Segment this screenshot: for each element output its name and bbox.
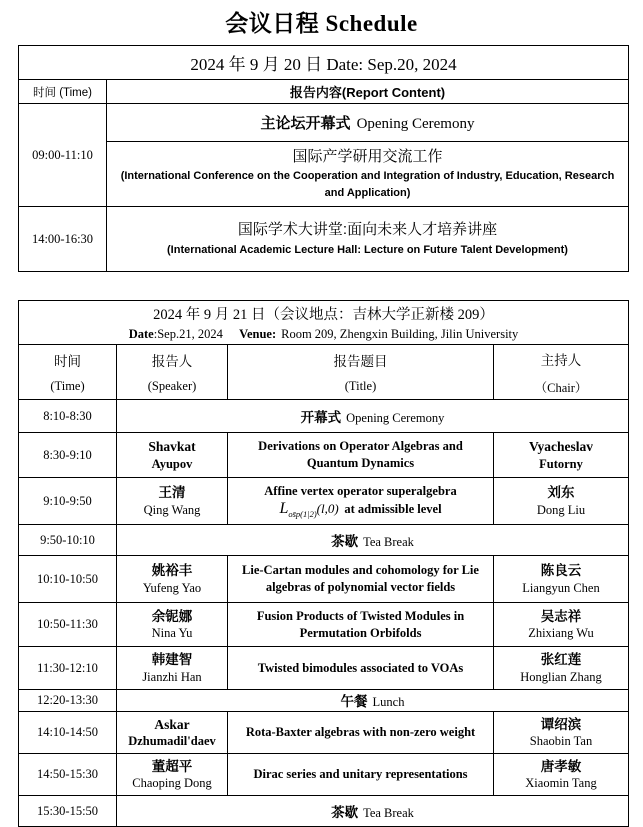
cell-speaker (117, 647, 228, 690)
chair-line1: 谭绍滨 (540, 716, 582, 732)
cell-time: 15:30-15:50 (19, 796, 117, 827)
day1-col-content: 报告内容(Report Content) (107, 80, 629, 104)
cell-talk-title: Derivations on Operator Algebras and Quantum Dynamics (228, 433, 494, 478)
chair-line2: Shaobin Tan (529, 734, 593, 749)
col-chair-zh: 主持人 (540, 352, 582, 368)
chair-line1: 吴志祥 (540, 608, 582, 624)
cell-speaker (117, 754, 228, 796)
cell-span-event (117, 690, 629, 712)
math-L: L (279, 499, 289, 517)
cell-chair (494, 647, 629, 690)
day2-date-header (19, 301, 629, 345)
table-row (19, 796, 629, 827)
cell-time: 12:20-13:30 (19, 690, 117, 712)
event-en: Opening Ceremony (346, 410, 445, 425)
day2-col-speaker (117, 345, 228, 400)
table-row (19, 400, 629, 433)
chair-line1: Vyacheslav (528, 439, 593, 455)
date-value: :Sep.21, 2024 (153, 327, 223, 341)
cell-talk-title: Rota-Baxter algebras with non-zero weight (228, 712, 494, 754)
chair-line1: 唐孝敏 (540, 758, 582, 774)
cell-speaker (117, 556, 228, 603)
cell-time: 8:30-9:10 (19, 433, 117, 478)
schedule-table-day2 (18, 300, 629, 827)
speaker-line1: Shavkat (148, 439, 196, 455)
cell-talk-title (228, 478, 494, 525)
page-title: 会议日程 Schedule (225, 11, 418, 36)
speaker-line2: Jianzhi Han (142, 669, 202, 684)
col-chair-en: （Chair） (534, 380, 588, 395)
talk-title-line1: Affine vertex operator superalgebra (264, 484, 457, 499)
cell-chair (494, 478, 629, 525)
chair-line2: Liangyun Chen (522, 580, 600, 595)
cell-span-event (117, 525, 629, 556)
col-title-en: (Title) (344, 379, 377, 393)
chair-line2: Xiaomin Tang (525, 776, 597, 791)
chair-line1: 刘东 (547, 485, 575, 501)
col-speaker-zh: 报告人 (151, 354, 193, 369)
day1-date-header: 2024 年 9 月 20 日 Date: Sep.20, 2024 (19, 46, 629, 80)
venue-value: Room 209, Zhengxin Building, Jilin University (281, 327, 519, 341)
cell-speaker (117, 712, 228, 754)
talk-title-tail: at admissible level (344, 501, 442, 516)
day2-col-title (228, 345, 494, 400)
event-name-en: (International Conference on the Cooperation and Integration of Industry, Education, Research and Application) (120, 170, 615, 200)
cell-span-event (117, 796, 629, 827)
cell-talk-title: Dirac series and unitary representations (228, 754, 494, 796)
table-row (19, 754, 629, 796)
math-expression (279, 499, 339, 519)
event-name-zh: 主论坛开幕式 (260, 115, 351, 132)
day1-row1-time: 09:00-11:10 (19, 104, 107, 207)
table-row (19, 478, 629, 525)
math-subscript: os̄p(1|2) (288, 508, 317, 519)
table-row (19, 525, 629, 556)
cell-time: 14:10-14:50 (19, 712, 117, 754)
event-en: Lunch (372, 695, 405, 709)
chair-line1: 张红莲 (540, 652, 582, 668)
cell-time: 11:30-12:10 (19, 647, 117, 690)
event-zh: 茶歇 (331, 533, 359, 549)
day2-header-zh: 2024 年 9 月 21 日（会议地点：吉林大学正新楼 209） (153, 307, 494, 323)
table-row (19, 647, 629, 690)
date-label: Date (128, 327, 154, 341)
math-args: (l,0) (316, 500, 339, 516)
table-row (19, 433, 629, 478)
talk-title-formula (231, 500, 490, 519)
day2-col-chair (494, 345, 629, 400)
event-zh: 开幕式 (300, 409, 342, 425)
cell-span-event (117, 400, 629, 433)
cell-chair (494, 754, 629, 796)
col-speaker-en: (Speaker) (147, 379, 197, 393)
cell-chair (494, 433, 629, 478)
speaker-line1: Askar (154, 716, 190, 732)
speaker-line1: 余铌娜 (151, 608, 193, 624)
cell-time: 9:10-9:50 (19, 478, 117, 525)
day2-col-time (19, 345, 117, 400)
venue-label: Venue: (239, 327, 277, 341)
cell-chair (494, 603, 629, 647)
event-zh: 茶歇 (331, 804, 359, 820)
day1-row1b-content (107, 142, 629, 207)
cell-chair (494, 712, 629, 754)
speaker-line1: 姚裕丰 (151, 563, 193, 579)
event-zh: 午餐 (340, 694, 368, 709)
table-row (19, 603, 629, 647)
speaker-line1: 王清 (158, 485, 186, 501)
cell-time: 10:50-11:30 (19, 603, 117, 647)
cell-time: 10:10-10:50 (19, 556, 117, 603)
speaker-line2: Nina Yu (151, 626, 193, 641)
day1-row1a-content (107, 104, 629, 142)
speaker-line2: Ayupov (151, 456, 193, 471)
col-time-zh: 时间 (54, 354, 81, 369)
table-row (19, 690, 629, 712)
chair-line1: 陈良云 (540, 563, 582, 579)
speaker-line1: 董超平 (151, 758, 193, 774)
schedule-table-day1 (18, 45, 629, 272)
cell-speaker (117, 603, 228, 647)
day1-col-time: 时间 (Time) (19, 80, 107, 104)
day1-row2-time: 14:00-16:30 (19, 207, 107, 272)
cell-time: 8:10-8:30 (19, 400, 117, 433)
cell-speaker (117, 433, 228, 478)
speaker-line2: Chaoping Dong (132, 776, 212, 791)
cell-talk-title: Fusion Products of Twisted Modules in Permutation Orbifolds (228, 603, 494, 647)
chair-line2: Futorny (539, 456, 583, 471)
chair-line2: Zhixiang Wu (528, 626, 594, 641)
col-time-en: (Time) (50, 379, 85, 393)
speaker-line2: Qing Wang (143, 502, 201, 517)
table-row (19, 556, 629, 603)
speaker-line2: Yufeng Yao (142, 580, 202, 595)
cell-chair (494, 556, 629, 603)
cell-talk-title: Lie-Cartan modules and cohomology for Lie algebras of polynomial vector fields (228, 556, 494, 603)
event-name-zh: 国际学术大讲堂:面向未来人才培养讲座 (237, 221, 498, 239)
speaker-line1: 韩建智 (151, 652, 193, 668)
cell-talk-title: Twisted bimodules associated to VOAs (228, 647, 494, 690)
chair-line2: Honglian Zhang (520, 669, 602, 684)
event-name-en: Opening Ceremony (356, 116, 475, 132)
event-en: Tea Break (363, 805, 414, 820)
chair-line2: Dong Liu (536, 502, 586, 517)
event-name-en: (International Academic Lecture Hall: Lecture on Future Talent Development) (167, 243, 568, 256)
event-name-zh: 国际产学研用交流工作 (292, 147, 443, 165)
cell-time: 14:50-15:30 (19, 754, 117, 796)
cell-speaker (117, 478, 228, 525)
day2-header-en (22, 327, 625, 342)
day1-row2-content (107, 207, 629, 272)
col-title-zh: 报告题目 (333, 354, 388, 369)
cell-time: 9:50-10:10 (19, 525, 117, 556)
event-en: Tea Break (363, 534, 414, 549)
speaker-line2: Dzhumadil'daev (128, 734, 216, 749)
table-row (19, 712, 629, 754)
